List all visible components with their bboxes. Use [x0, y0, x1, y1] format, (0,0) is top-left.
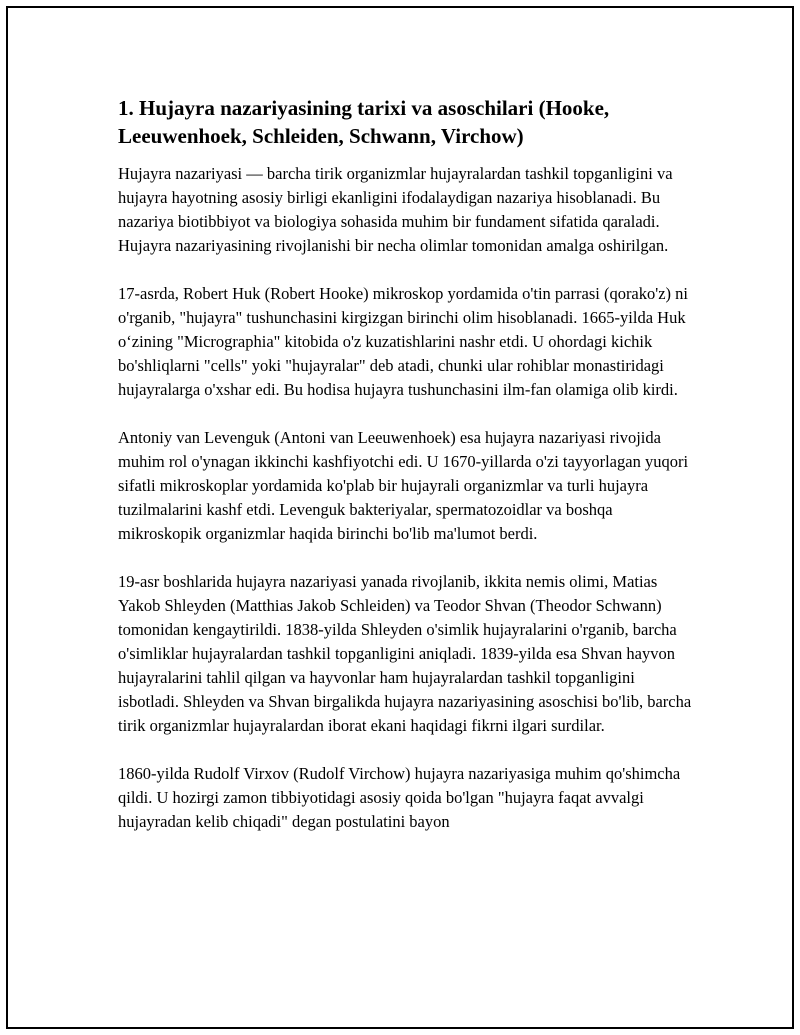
document-body — [118, 94, 698, 858]
document-page — [6, 6, 794, 1029]
paragraph-introduction: Hujayra nazariyasi — barcha tirik organizmlar hujayralardan tashkil topganligini va hujayra hayotning asosiy birligi ekanligini ifodalaydigan nazariya hisoblanadi. Bu nazariya biotibbiyot va biologiya sohasida muhim bir fundament sifatida qaraladi. Hujayra nazariyasining rivojlanishi bir necha olimlar tomonidan amalga oshirilgan. — [118, 164, 673, 255]
paragraph-hooke: 17-asrda, Robert Huk (Robert Hooke) mikroskop yordamida o'tin parrasi (qorako'z) ni o'rganib, "hujayra" tushunchasini kirgizgan birinchi olim hisoblanadi. 1665-yilda Huk o‘zining "Micrographia" kitobida o'z kuzatishlarini nashr etdi. U ohordagi kichik bo'shliqlarni "cells" yoki "hujayralar" deb atadi, chunki ular rohiblar monastiridagi hujayralarga o'xshar edi. Bu hodisa hujayra tushunchasini ilm-fan olamiga olib kirdi. — [118, 284, 689, 399]
section-heading: 1. Hujayra nazariyasining tarixi va asoschilari (Hooke, Leeuwenhoek, Schleiden, Schwann, Virchow) — [118, 96, 610, 148]
paragraph-leeuwenhoek: Antoniy van Levenguk (Antoni van Leeuwenhoek) esa hujayra nazariyasi rivojida muhim rol o'ynagan ikkinchi kashfiyotchi edi. U 1670-yillarda o'zi tayyorlagan yuqori sifatli mikroskoplar yordamida ko'plab bir hujayrali organizmlar va turli hujayra tuzilmalarini kashf etdi. Levenguk bakteriyalar, spermatozoidlar va boshqa mikroskopik organizmlar haqida birinchi bo'lib ma'lumot berdi. — [118, 428, 689, 543]
paragraph-schleiden-schwann: 19-asr boshlarida hujayra nazariyasi yanada rivojlanib, ikkita nemis olimi, Matias Yakob Shleyden (Matthias Jakob Schleiden) va Teodor Shvan (Theodor Schwann) tomonidan kengaytirildi. 1838-yilda Shleyden o'simlik hujayralarini o'rganib, barcha o'simliklar hujayralardan tashkil topganligini aniqladi. 1839-yilda esa Shvan hayvon hujayralarini tahlil qilgan va hayvonlar ham hujayralardan tashkil topganligini isbotladi. Shleyden va Shvan birgalikda hujayra nazariyasining asoschisi bo'lib, barcha tirik organizmlar hujayralardan iborat ekani haqidagi fikrni ilgari surdilar. — [118, 572, 692, 735]
paragraph-virchow: 1860-yilda Rudolf Virxov (Rudolf Virchow) hujayra nazariyasiga muhim qo'shimcha qildi. U hozirgi zamon tibbiyotidagi asosiy qoida bo'lgan "hujayra faqat avvalgi hujayradan kelib chiqadi" degan postulatini bayon — [118, 764, 681, 831]
